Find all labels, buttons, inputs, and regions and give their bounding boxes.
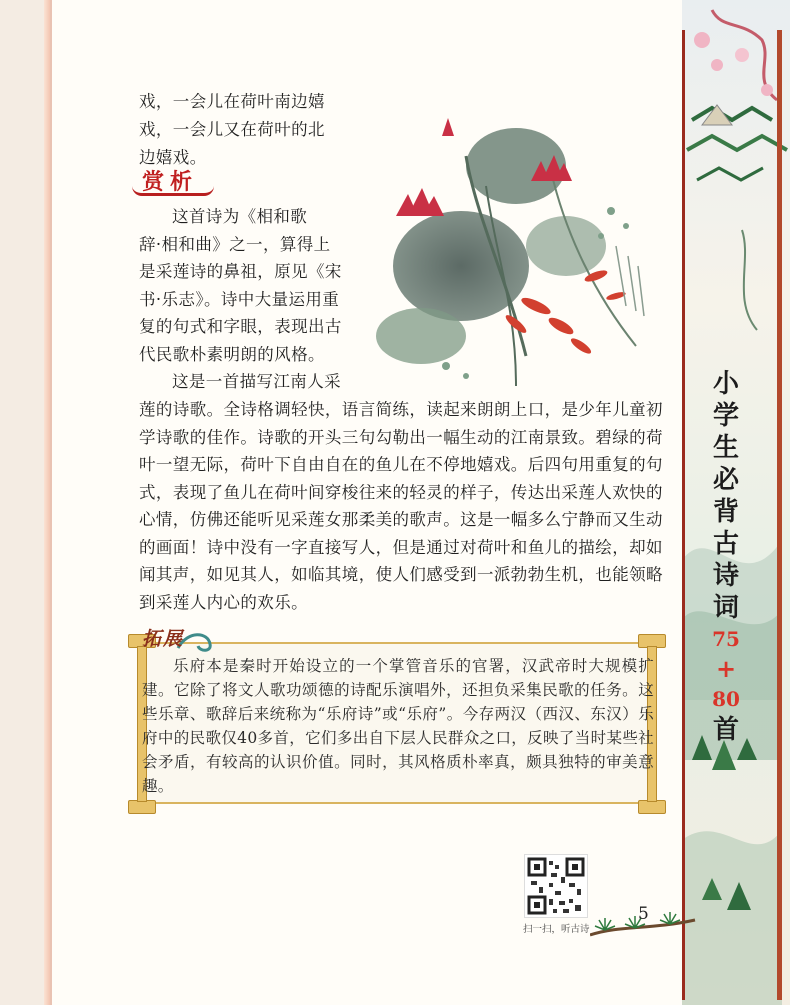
text-line: 式，表现了鱼儿在荷叶间穿梭往来的轻灵的样子，传达出采莲人欢快的 (139, 482, 663, 502)
text-line: 的画面！诗中没有一字直接写人，但是通过对荷叶和鱼儿的描绘，却如 (139, 537, 663, 557)
frame-cap (638, 800, 666, 814)
book-title-char: 小 (712, 369, 739, 399)
poem-translation-end (139, 88, 359, 172)
text-line: 戏，一会儿在荷叶南边嬉 (139, 92, 325, 111)
book-title-plus: + (715, 654, 737, 683)
text-line: 这首诗为《相和歌 (172, 207, 308, 226)
appreciation-paragraph-2-start: 这是一首描写江南人采 (172, 372, 341, 391)
book-title-char: 学 (712, 401, 739, 431)
book-title-number-75: 75 (712, 627, 740, 651)
extension-paragraph: 乐府本是秦时开始设立的一个掌管音乐的官署，汉武帝时大规模扩建。它除了将文人歌功颂德的诗配乐演唱外，还担负采集民歌的任务。这些乐章、歌辞后来统称为“乐府诗”或“乐府”。今存两汉（西汉、东汉）乐府中的民歌仅40多首，它们多出自下层人民群众之口，反映了当时某些社会矛盾，有较高的认识价值。同时，其风格质朴率真，颇具独特的审美意趣。 (142, 657, 654, 795)
frame-cap (128, 800, 156, 814)
book-title-vertical (707, 368, 745, 746)
text-line: 是采莲诗的鼻祖，原见《宋 (139, 262, 342, 281)
book-title-char: 古 (712, 529, 739, 559)
book-title-char: 词 (712, 593, 739, 623)
text-line: 代民歌朴素明朗的风格。 (139, 344, 325, 364)
extension-heading (138, 620, 214, 654)
book-title-char: 必 (712, 465, 739, 495)
extension-text (142, 654, 654, 798)
text-line: 莲的诗歌。全诗格调轻快，语言简练，读起来朗朗上口，是少年儿童初 (139, 400, 663, 419)
book-title-char: 诗 (712, 561, 739, 591)
text-line: 书·乐志》。诗中大量运用重 (139, 289, 340, 309)
appreciation-paragraph-1 (139, 203, 361, 368)
text-line: 辞·相和曲》之一，算得上 (139, 234, 331, 254)
book-title-number-80: 80 (712, 687, 740, 711)
text-line: 戏，一会儿又在荷叶的北 (139, 120, 325, 139)
extension-heading-text: 拓展 (142, 628, 185, 650)
qr-code-icon (525, 855, 587, 917)
appreciation-paragraph-2 (139, 396, 667, 616)
text-line: 边嬉戏。 (139, 148, 207, 167)
text-line: 闻其声，如见其人，如临其境，使人们感受到一派勃勃生机，也能领略 (139, 565, 663, 584)
text-line: 心情，仿佛还能听见采莲女那柔美的歌声。这是一幅多么宁静而又生动 (139, 510, 663, 529)
text-line: 学诗歌的佳作。诗歌的开头三句勾勒出一幅生动的江南景致。碧绿的荷 (139, 427, 663, 447)
text-line: 叶一望无际，荷叶下自由自在的鱼儿在不停地嬉戏。后四句用重复的句 (139, 455, 663, 474)
qr-caption: 扫一扫，听古诗 (523, 924, 590, 935)
book-title-char: 首 (712, 715, 739, 745)
text-line: 复的句式和字眼，表现出古 (139, 317, 342, 336)
qr-code[interactable] (524, 854, 588, 918)
text-line: 到采莲人内心的欢乐。 (139, 592, 308, 612)
appreciation-heading (132, 163, 214, 197)
book-title-char: 背 (712, 497, 739, 527)
book-title-char: 生 (712, 433, 739, 463)
page-number: 5 (638, 904, 649, 924)
lotus-fish-painting (366, 96, 656, 390)
appreciation-heading-text: 赏析 (142, 169, 199, 195)
